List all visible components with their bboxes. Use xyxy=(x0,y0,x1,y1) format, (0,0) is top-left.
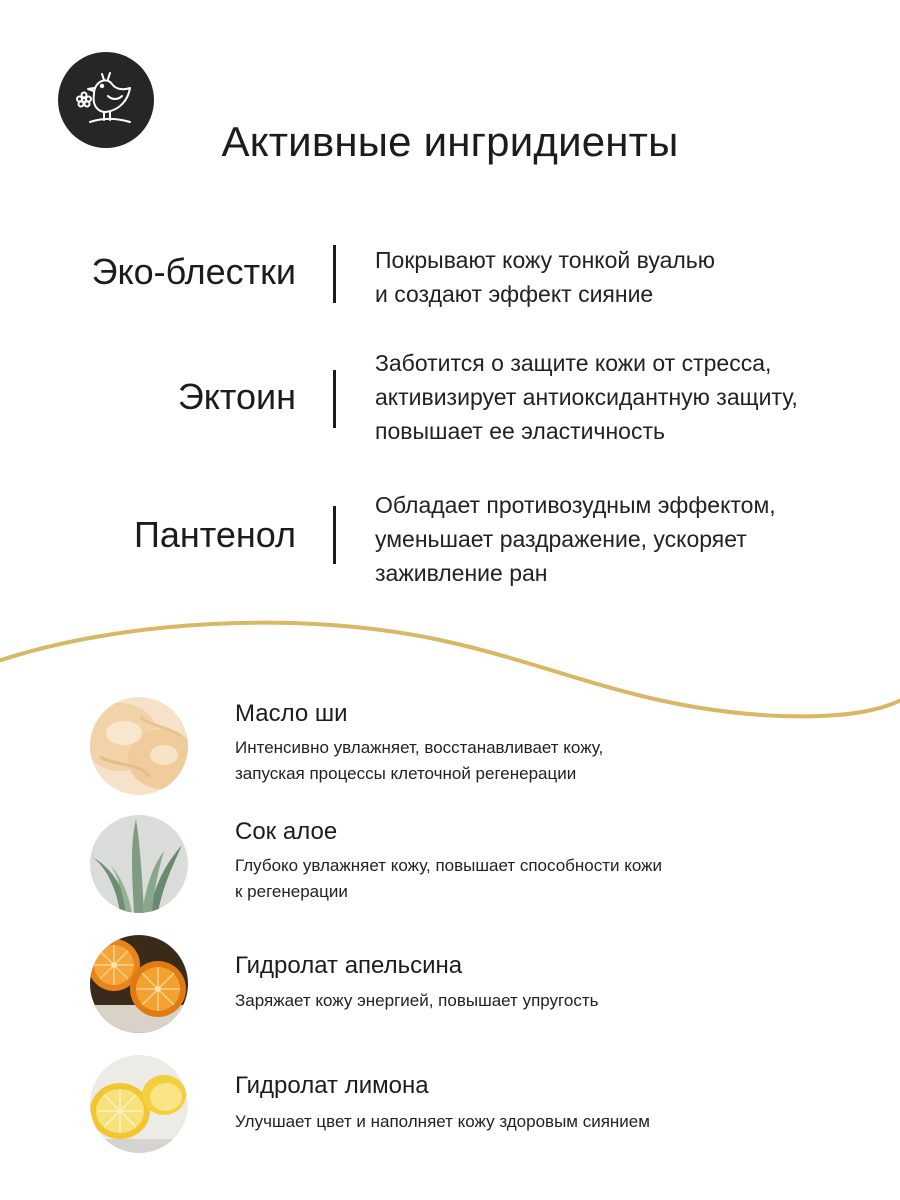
active-ingredient-name: Пантенол xyxy=(134,514,296,555)
description-line: повышает ее эластичность xyxy=(375,418,665,444)
description-line: Интенсивно увлажняет, восстанавливает кожу, xyxy=(235,738,604,757)
orange-photo xyxy=(90,935,188,1033)
description-line: заживление ран xyxy=(375,560,548,586)
description-line: уменьшает раздражение, ускоряет xyxy=(375,526,747,552)
divider xyxy=(333,245,336,303)
description-line: Обладает противозудным эффектом, xyxy=(375,492,776,518)
description-line: запуская процессы клеточной регенерации xyxy=(235,764,577,783)
ingredient-name: Сок алое xyxy=(235,818,338,845)
ingredient-description xyxy=(235,1109,855,1135)
description-line: Глубоко увлажняет кожу, повышает способности кожи xyxy=(235,856,662,875)
active-ingredient-description xyxy=(375,346,875,448)
description-line: активизирует антиоксидантную защиту, xyxy=(375,384,798,410)
aloe-photo xyxy=(90,815,188,913)
description-line: Заботится о защите кожи от стресса, xyxy=(375,350,772,376)
active-ingredient-description xyxy=(375,488,875,590)
description-line: Заряжает кожу энергией, повышает упругость xyxy=(235,991,599,1010)
ingredient-name: Масло ши xyxy=(235,700,348,727)
ingredient-description xyxy=(235,735,855,787)
active-ingredient-name: Эко-блестки xyxy=(91,251,296,292)
ingredient-description xyxy=(235,853,855,905)
description-line: к регенерации xyxy=(235,882,348,901)
active-ingredient-name: Эктоин xyxy=(177,376,296,417)
description-line: Улучшает цвет и наполняет кожу здоровым сиянием xyxy=(235,1112,650,1131)
description-line: и создают эффект сияние xyxy=(375,281,654,307)
page-title: Активные ингридиенты xyxy=(221,118,679,165)
description-line: Покрывают кожу тонкой вуалью xyxy=(375,247,716,273)
active-ingredient-description xyxy=(375,243,875,311)
ingredient-name: Гидролат лимона xyxy=(235,1072,429,1099)
lemon-photo xyxy=(90,1055,188,1153)
divider xyxy=(333,370,336,428)
shea-butter-photo xyxy=(90,697,188,795)
divider xyxy=(333,506,336,564)
ingredient-name: Гидролат апельсина xyxy=(235,952,463,979)
ingredient-description xyxy=(235,988,855,1014)
